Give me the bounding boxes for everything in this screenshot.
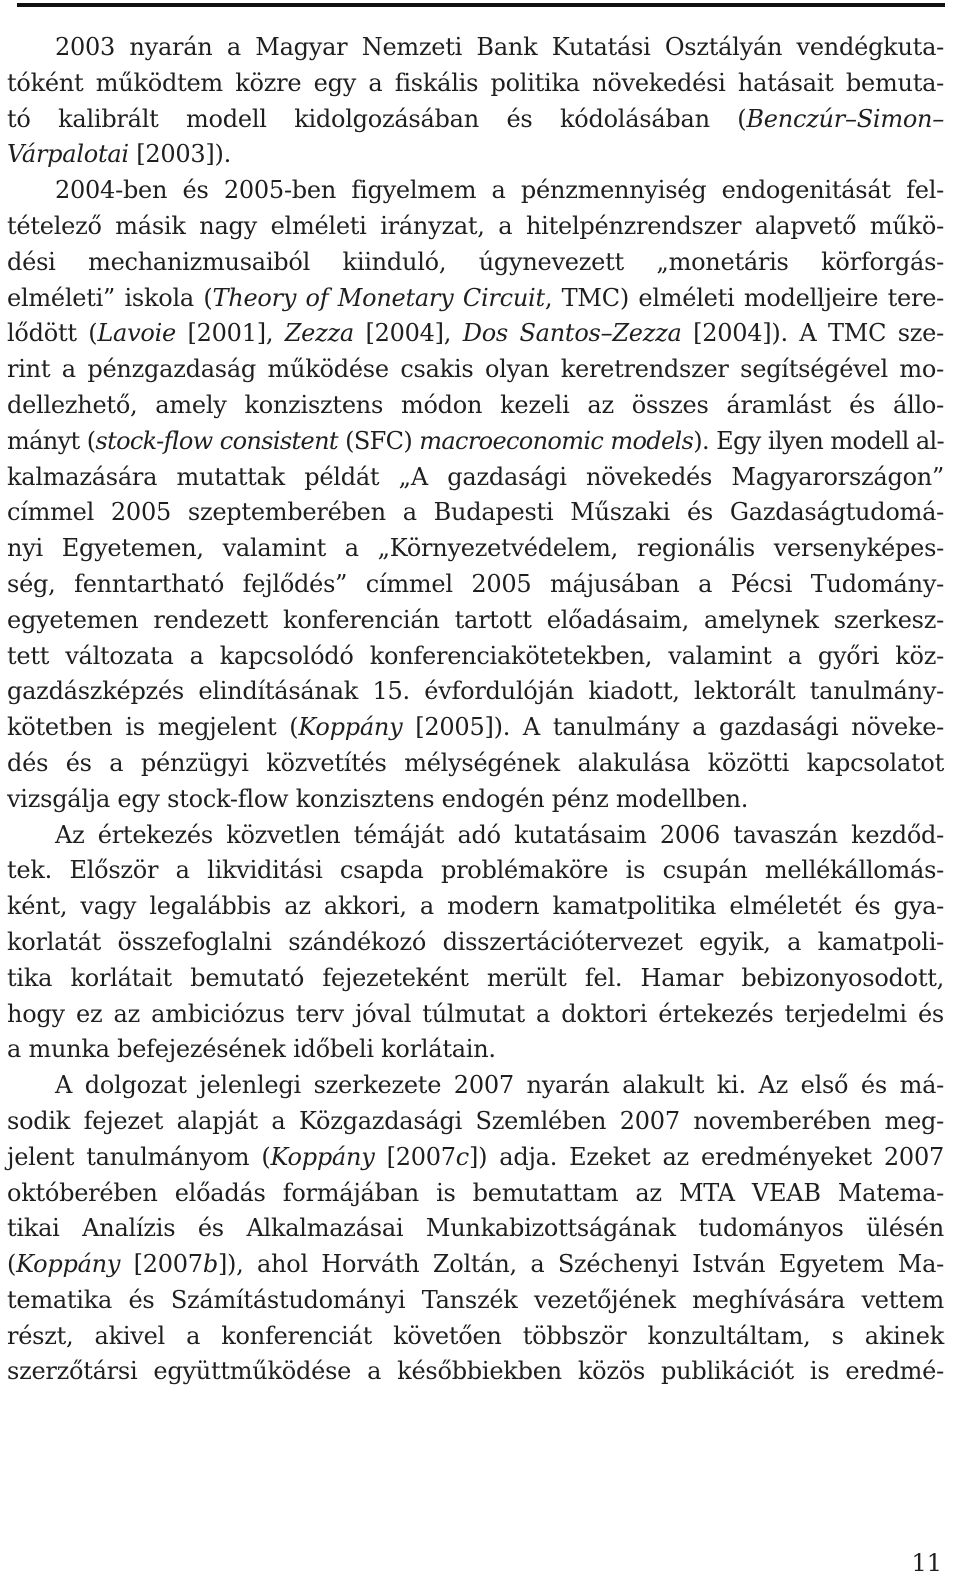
text-line: tikai Analízis és Alkalmazásai Munkabizottságának tudományos ülésén bbox=[7, 1214, 944, 1243]
text-line: ként, vagy legalábbis az akkori, a modern kamatpolitika elméletét és gya- bbox=[7, 892, 944, 921]
text-line: mányt (stock-flow consistent (SFC) macroeconomic models). Egy ilyen modell al- bbox=[7, 426, 945, 455]
text-line: ség, fenntartható fejlődés” címmel 2005 májusában a Pécsi Tudomány- bbox=[7, 569, 944, 598]
paragraph bbox=[7, 1068, 944, 1390]
text-line: tek. Először a likviditási csapda problémaköre is csupán mellékállomás- bbox=[7, 856, 944, 885]
text-line: szerzőtársi együttműködése a későbbiekben közös publikációt is eredmé- bbox=[7, 1357, 944, 1386]
text-line: gazdászképzés elindításának 15. évfordulóján kiadott, lektorált tanulmány- bbox=[7, 677, 944, 706]
text-line: 2003 nyarán a Magyar Nemzeti Bank Kutatási Osztályán vendégkuta- bbox=[55, 33, 944, 61]
text-line: tematika és Számítástudományi Tanszék vezetőjének meghívására vettem bbox=[7, 1285, 944, 1314]
text-line: hogy ez az ambiciózus terv jóval túlmutat a doktori értekezés terjedelmi és bbox=[7, 999, 944, 1028]
paragraph bbox=[7, 818, 944, 1069]
text-line: vizsgálja egy stock-flow konzisztens endogén pénz modellben. bbox=[7, 784, 749, 813]
body-text bbox=[7, 30, 944, 1390]
text-line: elméleti” iskola (Theory of Monetary Circuit, TMC) elméleti modelljeire tere- bbox=[7, 283, 945, 312]
text-line: 2004-ben és 2005-ben figyelmem a pénzmennyiség endogenitását fel- bbox=[55, 176, 944, 205]
text-line: tett változata a kapcsolódó konferenciakötetekben, valamint a győri köz- bbox=[7, 641, 944, 670]
text-line: A dolgozat jelenlegi szerkezete 2007 nyarán alakult ki. Az első és má- bbox=[55, 1071, 944, 1100]
text-line: sodik fejezet alapját a Közgazdasági Szemlében 2007 novemberében meg- bbox=[7, 1106, 944, 1135]
paragraph bbox=[7, 173, 944, 817]
text-line: dési mechanizmusaiból kiinduló, úgynevezett „monetáris körforgás- bbox=[7, 247, 944, 276]
text-line: Az értekezés közvetlen témáját adó kutatásaim 2006 tavaszán kezdőd- bbox=[55, 820, 944, 849]
text-line: részt, akivel a konferenciát követően többször konzultáltam, s akinek bbox=[7, 1321, 944, 1350]
header-rule bbox=[17, 3, 945, 7]
text-line: kötetben is megjelent (Koppány [2005]). A tanulmány a gazdasági növeke- bbox=[7, 713, 945, 742]
text-line: októberében előadás formájában is bemutattam az MTA VEAB Matema- bbox=[7, 1178, 944, 1207]
text-line: kalmazására mutattak példát „A gazdasági növekedés Magyarországon” bbox=[7, 462, 944, 491]
text-line: rint a pénzgazdaság működése csakis olyan keretrendszer segítségével mo- bbox=[7, 355, 944, 384]
text-line: dés és a pénzügyi közvetítés mélységének alakulása közötti kapcsolatot bbox=[7, 748, 944, 777]
text-line: Várpalotai [2003]). bbox=[7, 140, 232, 169]
paragraph bbox=[7, 30, 944, 173]
text-line: tó kalibrált modell kidolgozásában és kódolásában (Benczúr–Simon– bbox=[7, 104, 944, 133]
text-line: a munka befejezésének időbeli korlátain. bbox=[7, 1035, 496, 1064]
text-line: tóként működtem közre egy a fiskális politika növekedési hatásait bemuta- bbox=[7, 68, 944, 97]
page-number: 11 bbox=[911, 1549, 942, 1577]
text-line: tételező másik nagy elméleti irányzat, a hitelpénzrendszer alapvető műkö- bbox=[7, 211, 944, 240]
text-line: tika korlátait bemutató fejezeteként merült fel. Hamar bebizonyosodott, bbox=[7, 963, 944, 992]
text-line: címmel 2005 szeptemberében a Budapesti Műszaki és Gazdaságtudomá- bbox=[7, 498, 944, 527]
text-line: lődött (Lavoie [2001], Zezza [2004], Dos Santos–Zezza [2004]). A TMC sze- bbox=[7, 319, 944, 348]
text-line: egyetemen rendezett konferencián tartott előadásaim, amelynek szerkesz- bbox=[7, 605, 944, 634]
text-line: nyi Egyetemen, valamint a „Környezetvédelem, regionális versenyképes- bbox=[7, 534, 944, 563]
text-line: (Koppány [2007b]), ahol Horváth Zoltán, a Széchenyi István Egyetem Ma- bbox=[7, 1250, 944, 1279]
text-line: jelent tanulmányom (Koppány [2007c]) adja. Ezeket az eredményeket 2007 bbox=[7, 1142, 944, 1171]
text-line: dellezhető, amely konzisztens módon kezeli az összes áramlást és állo- bbox=[7, 390, 944, 419]
text-line: korlatát összefoglalni szándékozó disszertációtervezet egyik, a kamatpoli- bbox=[7, 927, 944, 956]
